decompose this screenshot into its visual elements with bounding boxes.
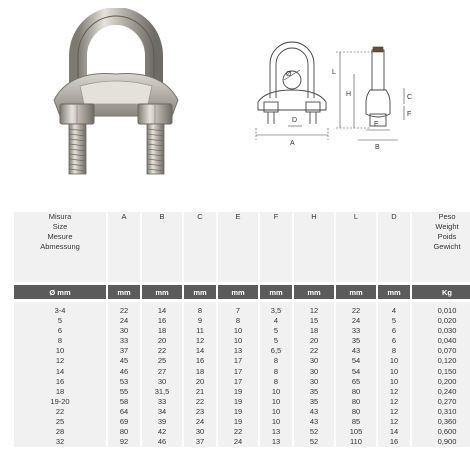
table-header-row: [14, 212, 470, 282]
table-cell: 37: [119, 346, 129, 356]
table-cell: 30: [309, 366, 319, 376]
table-cell: 4: [391, 306, 397, 315]
table-cell: 37: [195, 437, 205, 447]
technical-drawing-front: [246, 40, 338, 150]
table-cell: 3-4: [54, 306, 66, 315]
table-column: [218, 302, 258, 447]
table-cell: 10: [55, 346, 65, 356]
table-cell: 30: [195, 427, 205, 437]
table-cell: 14: [389, 427, 399, 437]
table-cell: 43: [309, 406, 319, 416]
table-cell: 80: [351, 386, 361, 396]
table-cell: 6: [57, 326, 63, 336]
label-b: B: [375, 144, 380, 151]
table-column: [260, 302, 292, 447]
table-cell: 12: [55, 356, 65, 366]
table-cell: 20: [309, 336, 319, 346]
table-column: [14, 302, 106, 447]
table-cell: 33: [351, 326, 361, 336]
table-cell: 16: [55, 376, 65, 386]
table-cell: 30: [119, 326, 129, 336]
table-cell: 0,040: [437, 336, 457, 346]
table-cell: 35: [309, 386, 319, 396]
table-cell: 19: [233, 417, 243, 427]
table-cell: 18: [309, 326, 319, 336]
table-cell: 32: [55, 437, 65, 447]
table-column: [108, 302, 140, 447]
weight-header-line: Poids: [437, 232, 457, 241]
table-cell: 18: [157, 326, 167, 336]
technical-drawing-side: [330, 44, 450, 154]
table-cell: 0,310: [437, 406, 457, 416]
table-cell: 25: [55, 417, 65, 427]
table-cell: 105: [349, 427, 363, 437]
table-cell: 39: [157, 417, 167, 427]
table-cell: 58: [119, 396, 129, 406]
table-cell: 20: [157, 336, 167, 346]
table-cell: 5: [273, 336, 279, 346]
table-cell: 13: [271, 427, 281, 437]
weight-header-line: Gewicht: [433, 242, 461, 251]
size-header-line: Abmessung: [40, 242, 80, 251]
table-cell: 30: [309, 376, 319, 386]
table-cell: 10: [271, 406, 281, 416]
unit-cell: mm: [260, 285, 292, 299]
table-cell: 20: [195, 376, 205, 386]
table-cell: 46: [119, 366, 129, 376]
table-cell: 14: [55, 366, 65, 376]
table-cell: 10: [233, 326, 243, 336]
table-cell: 54: [351, 356, 361, 366]
table-cell: 13: [233, 346, 243, 356]
table-cell: 16: [389, 437, 399, 447]
table-cell: 12: [389, 396, 399, 406]
table-cell: 42: [157, 427, 167, 437]
table-cell: 33: [119, 336, 129, 346]
table-cell: 8: [273, 366, 279, 376]
table-cell: 8: [273, 356, 279, 366]
unit-cell: Ø mm: [14, 285, 106, 299]
column-header-f: F: [260, 212, 292, 282]
table-cell: 80: [119, 427, 129, 437]
table-cell: 22: [195, 396, 205, 406]
table-cell: 0,020: [437, 316, 457, 326]
size-header-line: Mesure: [47, 232, 73, 241]
table-column: [184, 302, 216, 447]
table-cell: 12: [195, 336, 205, 346]
table-cell: 11: [196, 326, 204, 336]
label-e: E: [374, 121, 379, 128]
table-cell: 46: [157, 437, 167, 447]
column-header-d: D: [378, 212, 410, 282]
table-cell: 22: [119, 306, 129, 315]
table-cell: 30: [309, 356, 319, 366]
table-cell: 7: [235, 306, 241, 315]
table-cell: 8: [391, 346, 397, 356]
table-cell: 65: [351, 376, 361, 386]
unit-cell: mm: [336, 285, 376, 299]
table-cell: 80: [351, 406, 361, 416]
table-cell: 22: [157, 346, 167, 356]
table-cell: 24: [233, 437, 243, 447]
table-cell: 21: [195, 386, 205, 396]
size-header: [14, 212, 106, 282]
weight-header-line: Peso: [438, 212, 456, 221]
table-cell: 27: [157, 366, 167, 376]
table-cell: 23: [195, 406, 205, 416]
specifications-table: [12, 212, 470, 447]
units-row: [14, 285, 470, 299]
column-header-c: C: [184, 212, 216, 282]
table-column: [336, 302, 376, 447]
table-cell: 0,240: [437, 386, 457, 396]
table-cell: 64: [119, 406, 129, 416]
table-cell: 28: [55, 427, 65, 437]
table-column: [378, 302, 410, 447]
table-cell: 22: [351, 306, 361, 315]
size-header-line: Misura: [48, 212, 72, 221]
table-cell: 80: [351, 396, 361, 406]
table-cell: 45: [119, 356, 129, 366]
table-column: [294, 302, 334, 447]
table-cell: 0,200: [437, 376, 457, 386]
label-l: L: [332, 69, 336, 76]
size-header-line: Size: [52, 222, 68, 231]
table-cell: 24: [195, 417, 205, 427]
table-cell: 0,030: [437, 326, 457, 336]
unit-cell: Kg: [412, 285, 470, 299]
table-cell: 10: [389, 356, 399, 366]
unit-cell: mm: [294, 285, 334, 299]
table-cell: 85: [351, 417, 361, 427]
label-diameter: Ø: [286, 71, 292, 78]
weight-header-line: Weight: [435, 222, 459, 231]
table-cell: 25: [157, 356, 167, 366]
table-cell: 69: [119, 417, 129, 427]
table-cell: 31,5: [154, 386, 170, 396]
table-cell: 12: [389, 406, 399, 416]
table-cell: 6,5: [270, 346, 282, 356]
table-cell: 16: [157, 316, 167, 326]
table-cell: 24: [119, 316, 129, 326]
table-cell: 33: [157, 396, 167, 406]
table-cell: 10: [389, 366, 399, 376]
label-d: D: [292, 117, 298, 124]
table-cell: 6: [391, 326, 397, 336]
table-body: [14, 302, 470, 447]
table-cell: 19: [233, 386, 243, 396]
table-cell: 14: [157, 306, 167, 315]
table-cell: 10: [271, 417, 281, 427]
table-cell: 6: [391, 336, 397, 346]
table-cell: 0,900: [437, 437, 457, 447]
table-cell: 12: [389, 386, 399, 396]
table-cell: 110: [350, 437, 362, 447]
table-cell: 5: [391, 316, 397, 326]
table-cell: 35: [309, 396, 319, 406]
table-cell: 19: [233, 396, 243, 406]
table-cell: 13: [271, 437, 281, 447]
table-cell: 17: [233, 366, 243, 376]
table-cell: 43: [309, 417, 319, 427]
column-header-l: L: [336, 212, 376, 282]
label-a: A: [290, 140, 295, 147]
unit-cell: mm: [378, 285, 410, 299]
table-cell: 5: [273, 326, 279, 336]
table-cell: 54: [351, 366, 361, 376]
table-cell: 92: [119, 437, 129, 447]
table-cell: 24: [351, 316, 361, 326]
unit-cell: mm: [142, 285, 182, 299]
table-cell: 43: [351, 346, 361, 356]
column-header-a: A: [108, 212, 140, 282]
unit-cell: mm: [184, 285, 216, 299]
table-cell: 30: [157, 376, 167, 386]
weight-header: [412, 212, 470, 282]
table-cell: 22: [233, 427, 243, 437]
table-cell: 17: [233, 356, 243, 366]
table-cell: 0,150: [437, 366, 457, 376]
table-cell: 52: [309, 427, 319, 437]
table-cell: 19-20: [50, 396, 70, 406]
table-cell: 34: [157, 406, 167, 416]
table-cell: 18: [55, 386, 65, 396]
table-cell: 10: [271, 386, 281, 396]
table-cell: 53: [119, 376, 129, 386]
table-cell: 0,070: [437, 346, 457, 356]
table-cell: 35: [351, 336, 361, 346]
table-cell: 52: [309, 437, 319, 447]
label-h: H: [346, 91, 352, 98]
unit-cell: mm: [108, 285, 140, 299]
table-cell: 5: [57, 316, 63, 326]
table-cell: 8: [273, 376, 279, 386]
table-cell: 9: [197, 316, 203, 326]
table-column: [142, 302, 182, 447]
column-header-h: H: [294, 212, 334, 282]
table-cell: 22: [55, 406, 65, 416]
table-cell: 0,600: [437, 427, 457, 437]
table-cell: 10: [389, 376, 399, 386]
table-cell: 16: [195, 356, 205, 366]
table-cell: 4: [273, 316, 279, 326]
table-cell: 8: [235, 316, 241, 326]
table-column: [412, 302, 470, 447]
table-cell: 14: [195, 346, 205, 356]
table-cell: 10: [233, 336, 243, 346]
table-cell: 0,120: [437, 356, 457, 366]
table-cell: 12: [309, 306, 319, 315]
product-photo: [40, 8, 190, 178]
unit-cell: mm: [218, 285, 258, 299]
column-header-e: E: [218, 212, 258, 282]
table-cell: 19: [233, 406, 243, 416]
table-cell: 0,360: [437, 417, 457, 427]
table-cell: 10: [271, 396, 281, 406]
table-cell: 3,5: [270, 306, 282, 315]
label-f: F: [407, 111, 412, 118]
table-cell: 15: [309, 316, 319, 326]
table-cell: 0,010: [437, 306, 457, 315]
table-cell: 0,270: [437, 396, 457, 406]
table-cell: 12: [389, 417, 399, 427]
table-cell: 22: [309, 346, 319, 356]
column-header-b: B: [142, 212, 182, 282]
table-cell: 8: [197, 306, 203, 315]
table-cell: 55: [119, 386, 129, 396]
label-c: C: [407, 94, 413, 101]
table-cell: 8: [57, 336, 63, 346]
table-cell: 18: [195, 366, 205, 376]
table-cell: 17: [233, 376, 243, 386]
